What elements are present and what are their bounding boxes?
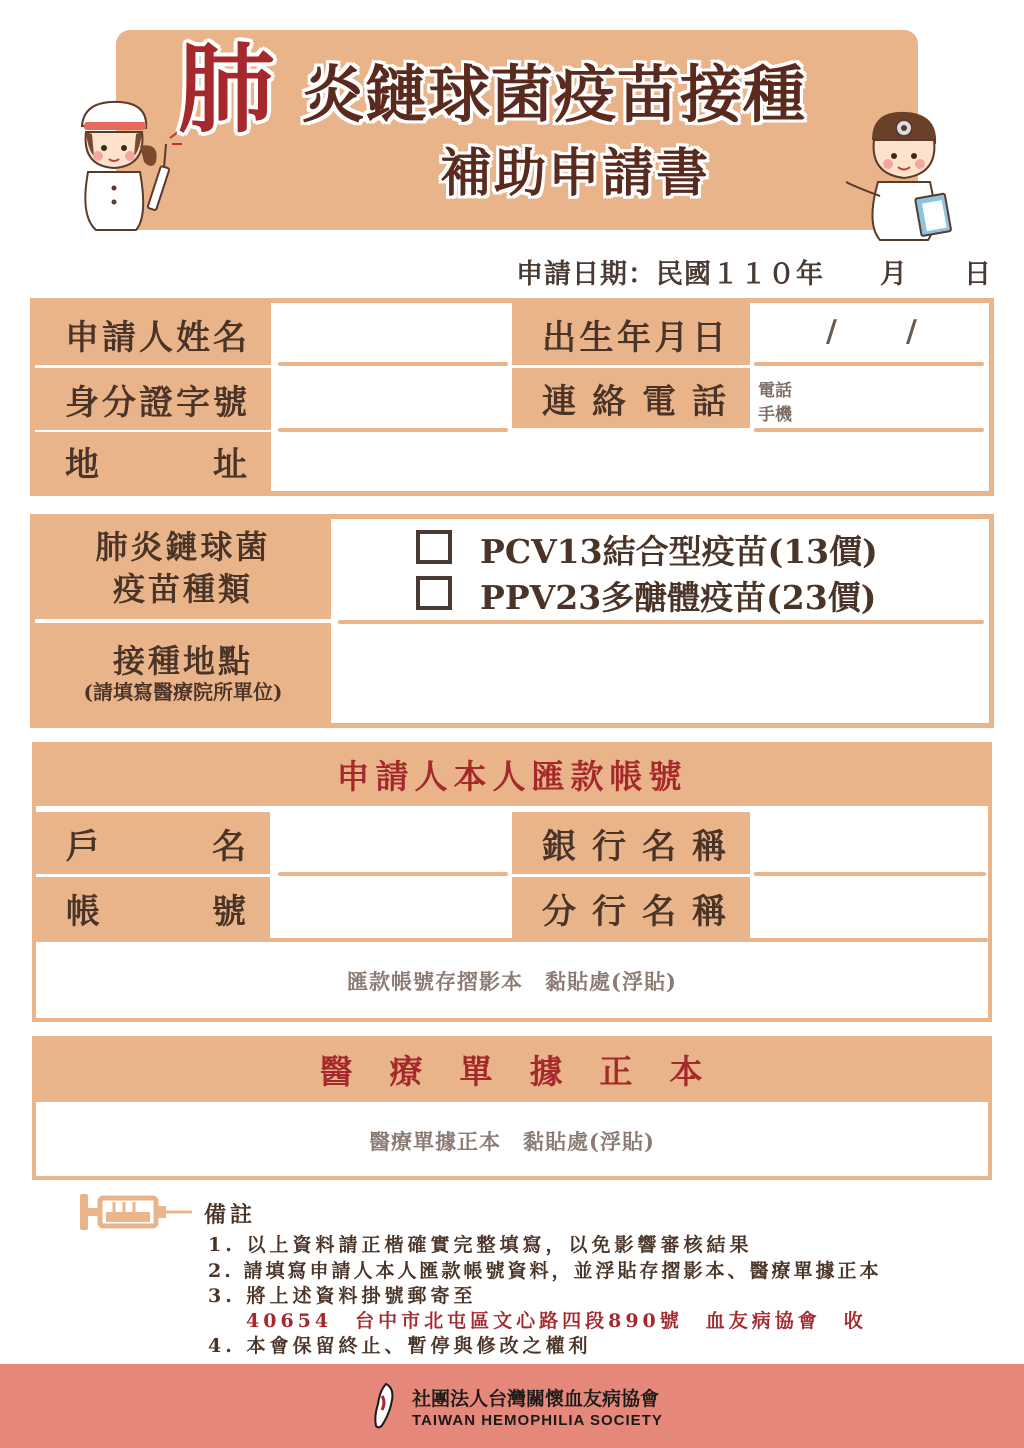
id-number-field[interactable]	[278, 428, 508, 432]
notes-title: 備註	[204, 1202, 257, 1228]
apply-date: 申請日期：民國１１０年 月 日	[516, 259, 992, 290]
receipt-section-title: 醫 療 單 據 正 本	[32, 1036, 992, 1102]
account-number-label: 帳 號	[36, 877, 270, 939]
vaccination-site-field[interactable]	[336, 626, 988, 722]
id-number-label: 身 分 證 字 號	[35, 368, 271, 430]
note-item: 1. 以上資料請正楷確實完整填寫，以免影響審核結果	[208, 1234, 753, 1256]
ppv23-checkbox[interactable]	[416, 576, 452, 610]
doctor-illustration	[842, 104, 958, 244]
note-item: 2. 請填寫申請人本人匯款帳號資料，並浮貼存摺影本、醫療單據正本	[208, 1260, 882, 1282]
account-holder-label: 戶 名	[36, 812, 270, 874]
applicant-name-field[interactable]	[278, 362, 508, 366]
applicant-name-label: 申 請 人 姓 名	[35, 303, 271, 365]
title-line-1: 炎鏈球菌疫苗接種	[302, 58, 807, 131]
mailing-address: 40654 台中市北屯區文心路四段890號 血友病協會 收	[246, 1310, 867, 1332]
vaccine-type-label: 肺炎鏈球菌 疫苗種類	[35, 519, 331, 619]
address-label: 地 址	[35, 432, 271, 491]
branch-name-label: 分 行 名 稱	[512, 877, 750, 939]
bank-name-label: 銀 行 名 稱	[512, 812, 750, 874]
footer-org-name-cn: 社團法人台灣關懷血友病協會	[412, 1388, 660, 1410]
passbook-paste-area: 匯款帳號存摺影本 黏貼處(浮貼)	[347, 969, 677, 994]
birth-date-slash: /	[906, 314, 917, 349]
note-item: 4. 本會保留終止、暫停與修改之權利	[208, 1335, 592, 1357]
pcv13-checkbox[interactable]	[416, 530, 452, 564]
phone-label: 連 絡 電 話	[512, 368, 750, 428]
birth-date-underline	[754, 362, 984, 366]
phone-hint: 電話	[758, 381, 792, 401]
syringe-icon	[80, 1192, 192, 1232]
account-holder-field[interactable]	[278, 872, 508, 876]
birth-date-field[interactable]	[756, 312, 984, 356]
mobile-hint: 手機	[758, 405, 792, 425]
bank-name-field[interactable]	[754, 872, 986, 876]
bank-section-title: 申請人本人匯款帳號	[32, 742, 992, 806]
footer-org-name-en: TAIWAN HEMOPHILIA SOCIETY	[412, 1412, 663, 1429]
title-first-char: 肺	[178, 33, 272, 146]
receipt-paste-area: 醫療單據正本 黏貼處(浮貼)	[369, 1129, 655, 1154]
birth-date-slash: /	[826, 314, 837, 349]
vaccination-site-label: 接種地點 (請填寫醫療院所單位)	[35, 623, 331, 723]
account-number-field[interactable]	[276, 878, 510, 938]
address-field[interactable]	[276, 434, 988, 490]
branch-name-field[interactable]	[754, 878, 986, 938]
pcv13-option-label: PCV13結合型疫苗(13價)	[480, 532, 878, 571]
title-line-2: 補助申請書	[440, 143, 711, 204]
taiwan-map-logo-icon	[370, 1382, 398, 1432]
vaccine-divider	[338, 620, 984, 624]
nurse-illustration	[74, 96, 184, 236]
bank-paste-divider	[36, 938, 988, 942]
note-item: 3. 將上述資料掛號郵寄至	[208, 1285, 477, 1307]
ppv23-option-label: PPV23多醣體疫苗(23價)	[480, 578, 877, 617]
phone-field[interactable]	[754, 428, 984, 432]
birth-date-label: 出 生 年 月 日	[512, 303, 750, 365]
